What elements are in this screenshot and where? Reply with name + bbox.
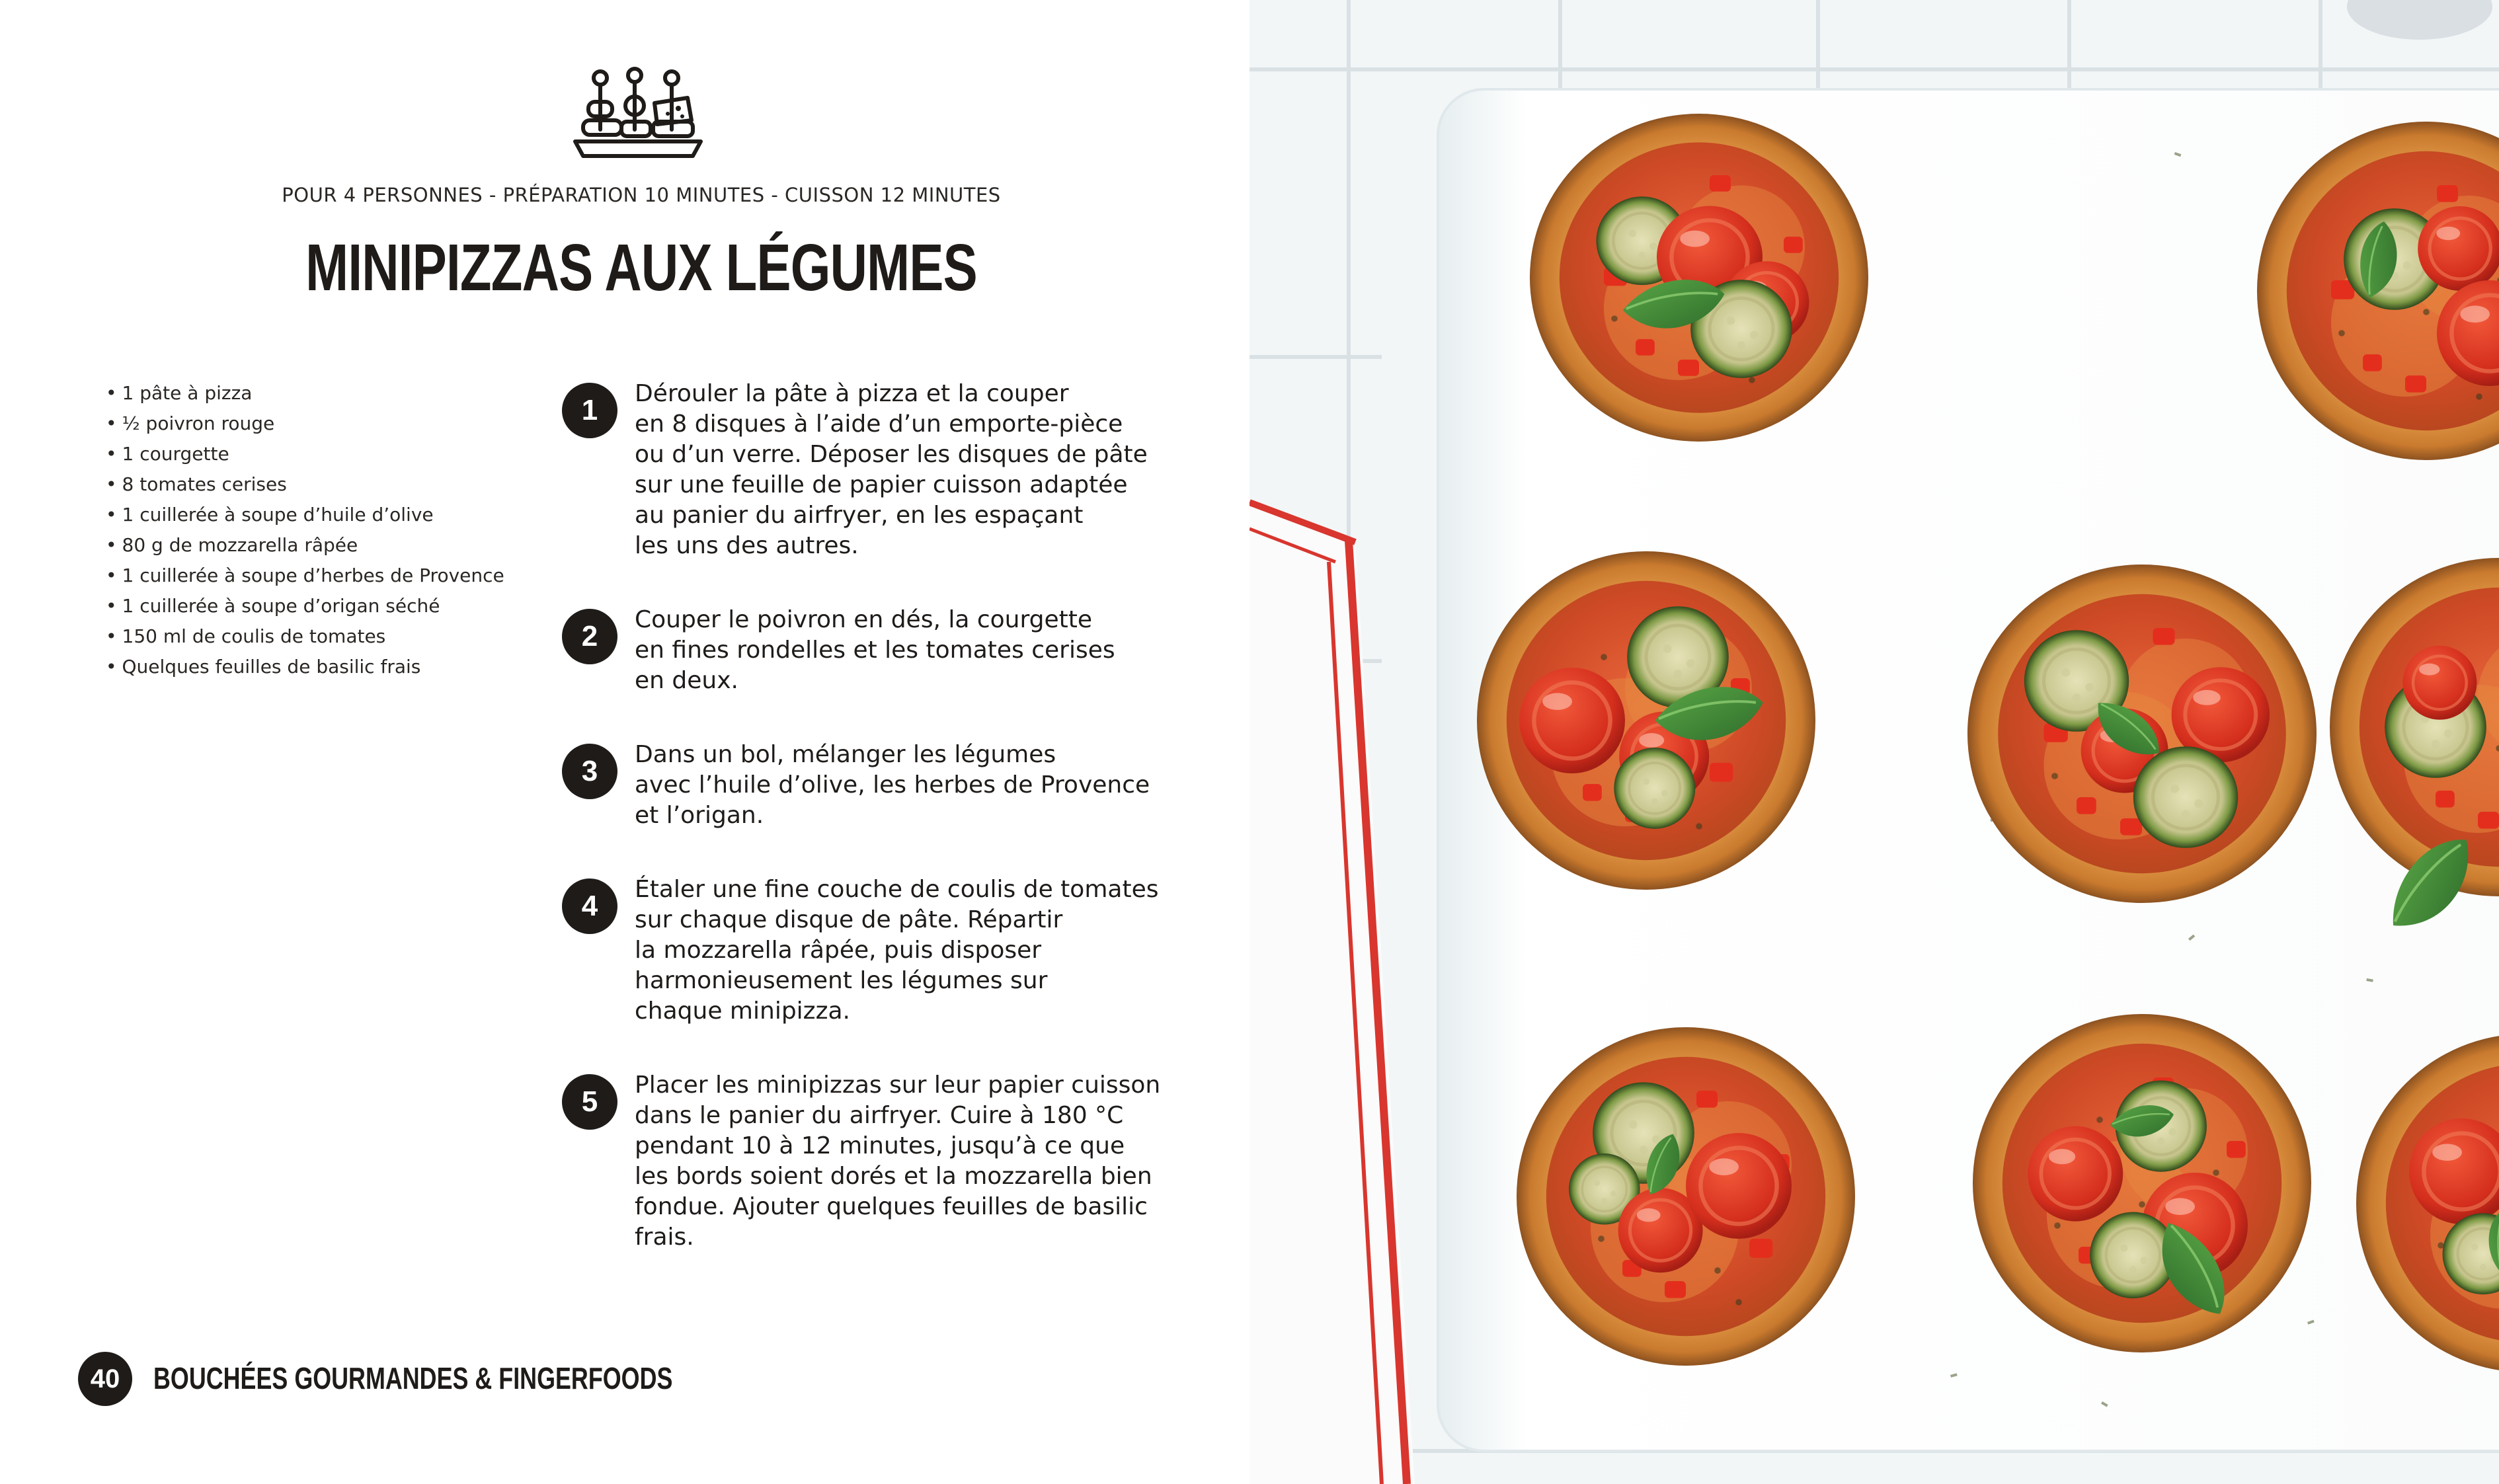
minipizza — [1530, 114, 1868, 442]
ingredient-item: • 1 cuillerée à soupe d’origan séché — [106, 591, 529, 621]
ingredient-item: • Quelques feuilles de basilic frais — [106, 652, 529, 682]
step-number-badge: 5 — [562, 1074, 617, 1130]
ingredient-item: • 1 cuillerée à soupe d’huile d’olive — [106, 500, 529, 530]
ingredient-item: • 8 tomates cerises — [106, 469, 529, 500]
ingredients-list — [106, 378, 529, 682]
step-number-badge: 2 — [562, 609, 617, 664]
step-text: Étaler une fine couche de coulis de tomates sur chaque disque de pâte. Répartir la mozzarella râpée, puis disposer harmonieusement les légumes sur chaque minipizza. — [635, 876, 1159, 1025]
step-text: Dans un bol, mélanger les légumes avec l’huile d’olive, les herbes de Provence et l’origan. — [635, 741, 1150, 829]
page-number-badge: 40 — [78, 1352, 132, 1406]
step-5 — [562, 1070, 1197, 1253]
food-photo — [1250, 0, 2499, 1484]
minipizza — [1517, 1027, 1855, 1366]
step-1 — [562, 379, 1197, 561]
step-text: Dérouler la pâte à pizza et la couper en 8 disques à l’aide d’un emporte-pièce ou d’un verre. Déposer les disques de pâte sur une feuille de papier cuisson adaptée au panier du airfryer, en les espaçant les uns des autres. — [635, 380, 1148, 559]
ingredient-item: • 1 pâte à pizza — [106, 378, 529, 409]
recipe-meta: POUR 4 PERSONNES - PRÉPARATION 10 MINUTES - CUISSON 12 MINUTES — [282, 184, 1001, 206]
step-4 — [562, 875, 1197, 1027]
minipizzas-photo-illustration — [1250, 0, 2499, 1484]
ingredient-item: • 150 ml de coulis de tomates — [106, 621, 529, 652]
step-text: Placer les minipizzas sur leur papier cuisson dans le panier du airfryer. Cuire à 180 °C pendant 10 à 12 minutes, jusqu’à ce que les bords soient dorés et la mozzarella bien fondue. Ajouter quelques feuilles de basilic frais. — [635, 1072, 1161, 1251]
steps-list — [562, 379, 1197, 1296]
ingredient-item: • 1 cuillerée à soupe d’herbes de Provence — [106, 561, 529, 591]
recipe-title: MINIPIZZAS AUX LÉGUMES — [305, 231, 977, 305]
ingredient-item: • 1 courgette — [106, 439, 529, 469]
minipizza — [1967, 565, 2317, 903]
step-number-badge: 1 — [562, 383, 617, 438]
step-3 — [562, 740, 1197, 831]
minipizza — [1973, 1014, 2311, 1352]
ingredient-item: • ½ poivron rouge — [106, 409, 529, 439]
ingredient-item: • 80 g de mozzarella râpée — [106, 530, 529, 561]
step-number-badge: 3 — [562, 744, 617, 799]
step-text: Couper le poivron en dés, la courgette en fines rondelles et les tomates cerises en deux. — [635, 606, 1115, 694]
book-section-title: BOUCHÉES GOURMANDES & FINGERFOODS — [153, 1361, 673, 1395]
skewers-platter-icon — [569, 63, 707, 163]
step-2 — [562, 605, 1197, 696]
step-number-badge: 4 — [562, 879, 617, 934]
minipizza — [1477, 551, 1815, 890]
